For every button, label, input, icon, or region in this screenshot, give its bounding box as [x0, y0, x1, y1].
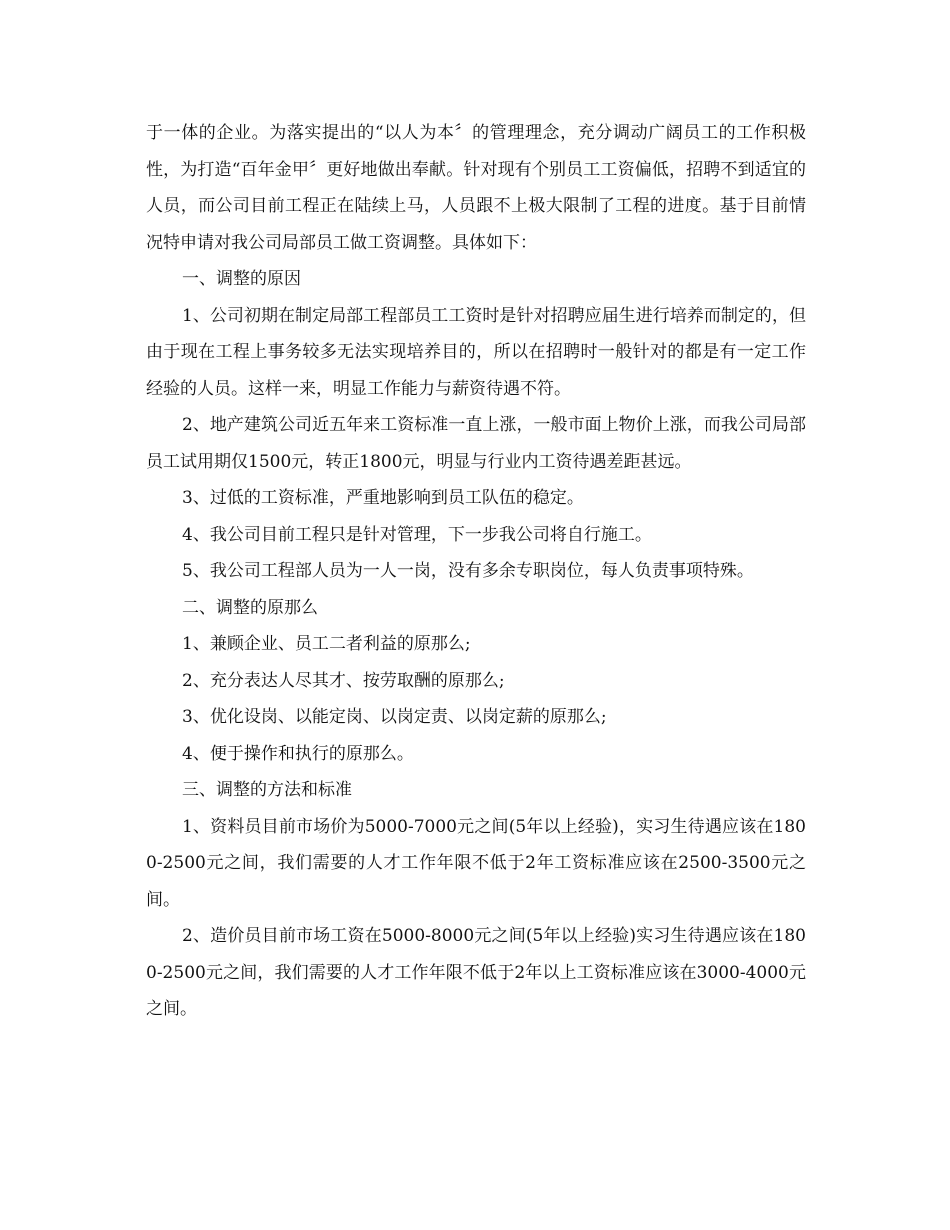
paragraph-principle-1: 1、兼顾企业、员工二者利益的原那么;	[182, 634, 471, 654]
paragraph-principle-3: 3、优化设岗、以能定岗、以岗定责、以岗定薪的原那么;	[182, 707, 607, 727]
heading-section-3: 三、调整的方法和标准	[182, 780, 352, 800]
paragraph-intro: 于一体的企业。为落实提出的“以人为本〞的管理理念，充分调动广阔员工的工作积极性，为打造“百年金甲〞更好地做出奉献。针对现有个别员工工资偏低，招聘不到适宜的人员，而公司目前工程正在陆续上马，人员跟不上极大限制了工程的进度。基于目前情况特申请对我公司局部员工做工资调整。具体如下：	[146, 123, 806, 253]
document-body	[146, 115, 806, 1028]
paragraph-principle-4: 4、便于操作和执行的原那么。	[182, 743, 414, 764]
paragraph-reason-2: 2、地产建筑公司近五年来工资标准一直上涨，一般市面上物价上涨，而我公司局部员工试用期仅1500元，转正1800元，明显与行业内工资待遇差距甚远。	[146, 415, 806, 472]
paragraph-method-1: 1、资料员目前市场价为5000-7000元之间(5年以上经验)，实习生待遇应该在1800-2500元之间，我们需要的人才工作年限不低于2年工资标准应该在2500-3500元之间。	[146, 816, 806, 910]
paragraph-method-2: 2、造价员目前市场工资在5000-8000元之间(5年以上经验)实习生待遇应该在1800-2500元之间，我们需要的人才工作年限不低于2年以上工资标准应该在3000-4000元之间。	[146, 926, 806, 1019]
paragraph-reason-5: 5、我公司工程部人员为一人一岗，没有多余专职岗位，每人负责事项特殊。	[182, 561, 754, 581]
heading-section-2: 二、调整的原那么	[182, 597, 318, 618]
paragraph-reason-1: 1、公司初期在制定局部工程部员工工资时是针对招聘应届生进行培养而制定的，但由于现在工程上事务较多无法实现培养目的，所以在招聘时一般针对的都是有一定工作经验的人员。这样一来，明显工作能力与薪资待遇不符。	[146, 305, 806, 399]
heading-section-1: 一、调整的原因	[182, 269, 301, 289]
paragraph-principle-2: 2、充分表达人尽其才、按劳取酬的原那么;	[182, 670, 505, 691]
paragraph-reason-4: 4、我公司目前工程只是针对管理，下一步我公司将自行施工。	[182, 524, 652, 545]
paragraph-reason-3: 3、过低的工资标准，严重地影响到员工队伍的稳定。	[182, 488, 584, 508]
